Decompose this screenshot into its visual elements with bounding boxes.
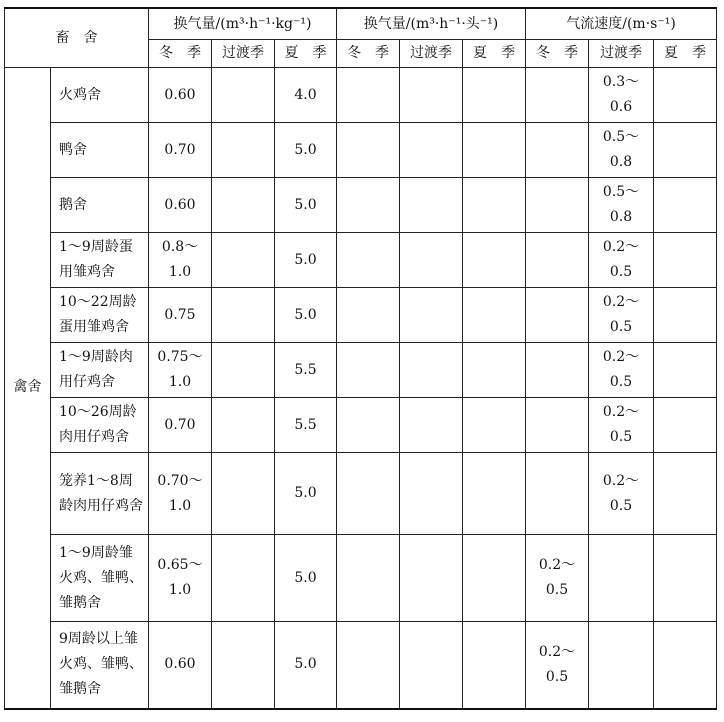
header-group-kg: 换气量/(m³·h⁻¹·kg⁻¹) [149,8,337,40]
cell-head-winter [337,178,400,233]
cell-kg-summer: 5.5 [275,398,337,453]
cell-head-summer [463,535,526,622]
header-kg-transition: 过渡季 [212,40,275,68]
table-row [5,453,717,535]
cell-speed-winter [526,398,589,453]
row-name: 1～9周龄蛋用雏鸡舍 [51,233,149,288]
cell-head-winter [337,398,400,453]
group-label: 禽舍 [5,68,51,709]
cell-head-transition [400,233,463,288]
table-row [5,178,717,233]
cell-speed-winter: 0.2～0.5 [526,622,589,709]
cell-head-summer [463,622,526,709]
cell-head-transition [400,343,463,398]
row-name: 9周龄以上雏火鸡、雏鸭、雏鹅舍 [51,622,149,709]
cell-kg-summer: 5.0 [275,453,337,535]
cell-speed-winter [526,288,589,343]
cell-head-winter [337,622,400,709]
cell-head-transition [400,398,463,453]
cell-speed-transition: 0.2～0.5 [589,453,654,535]
cell-kg-winter: 0.70～1.0 [149,453,212,535]
cell-head-summer [463,343,526,398]
cell-kg-transition [212,233,275,288]
cell-head-summer [463,233,526,288]
cell-head-summer [463,288,526,343]
cell-speed-summer [654,622,717,709]
cell-kg-summer: 5.0 [275,123,337,178]
cell-kg-summer: 5.0 [275,535,337,622]
cell-speed-transition [589,535,654,622]
table-row [5,233,717,288]
cell-speed-summer [654,288,717,343]
row-name: 1～9周龄肉用仔鸡舍 [51,343,149,398]
cell-head-summer [463,123,526,178]
cell-kg-winter: 0.8～1.0 [149,233,212,288]
header-head-winter: 冬 季 [337,40,400,68]
cell-kg-winter: 0.65～1.0 [149,535,212,622]
cell-speed-transition: 0.2～0.5 [589,233,654,288]
cell-kg-transition [212,123,275,178]
row-name: 鹅舍 [51,178,149,233]
cell-head-winter [337,288,400,343]
cell-speed-winter [526,123,589,178]
cell-head-winter [337,68,400,123]
row-name: 1～9周龄雏火鸡、雏鸭、雏鹅舍 [51,535,149,622]
cell-speed-winter [526,68,589,123]
cell-speed-transition: 0.2～0.5 [589,398,654,453]
cell-kg-summer: 5.0 [275,288,337,343]
cell-kg-summer: 5.0 [275,233,337,288]
cell-speed-summer [654,123,717,178]
cell-speed-transition: 0.2～0.5 [589,343,654,398]
cell-head-summer [463,453,526,535]
cell-kg-transition [212,535,275,622]
cell-speed-transition: 0.3～0.6 [589,68,654,123]
cell-kg-transition [212,343,275,398]
table-row [5,622,717,709]
cell-head-winter [337,343,400,398]
table-container [4,7,716,710]
cell-kg-transition [212,453,275,535]
cell-head-winter [337,123,400,178]
cell-speed-summer [654,233,717,288]
table-body [5,68,717,709]
cell-head-winter [337,453,400,535]
cell-speed-summer [654,178,717,233]
cell-kg-winter: 0.75 [149,288,212,343]
cell-speed-winter: 0.2～0.5 [526,535,589,622]
cell-head-summer [463,68,526,123]
row-name: 火鸡舍 [51,68,149,123]
cell-kg-summer: 4.0 [275,68,337,123]
table-row [5,398,717,453]
header-speed-summer: 夏 季 [654,40,717,68]
cell-kg-winter: 0.70 [149,123,212,178]
cell-kg-summer: 5.0 [275,622,337,709]
cell-kg-transition [212,398,275,453]
cell-head-transition [400,288,463,343]
table-row [5,123,717,178]
cell-kg-transition [212,68,275,123]
cell-speed-transition: 0.5～0.8 [589,123,654,178]
header-head-summer: 夏 季 [463,40,526,68]
header-kg-summer: 夏 季 [275,40,337,68]
header-kg-winter: 冬 季 [149,40,212,68]
cell-speed-winter [526,343,589,398]
header-head-transition: 过渡季 [400,40,463,68]
cell-head-summer [463,178,526,233]
table-row [5,535,717,622]
header-category: 畜 舍 [5,8,149,68]
cell-head-transition [400,123,463,178]
cell-speed-summer [654,68,717,123]
cell-head-transition [400,535,463,622]
cell-kg-transition [212,288,275,343]
cell-head-summer [463,398,526,453]
header-group-speed: 气流速度/(m·s⁻¹) [526,8,717,40]
header-speed-transition: 过渡季 [589,40,654,68]
table-row [5,288,717,343]
cell-head-transition [400,178,463,233]
row-name: 笼养1～8周龄肉用仔鸡舍 [51,453,149,535]
cell-speed-winter [526,453,589,535]
row-name: 10～22周龄蛋用雏鸡舍 [51,288,149,343]
cell-speed-transition: 0.5～0.8 [589,178,654,233]
cell-speed-transition [589,622,654,709]
table-row [5,343,717,398]
header-group-head: 换气量/(m³·h⁻¹·头⁻¹) [337,8,526,40]
row-name: 鸭舍 [51,123,149,178]
table-row [5,68,717,123]
row-name: 10～26周龄肉用仔鸡舍 [51,398,149,453]
cell-head-transition [400,453,463,535]
cell-speed-summer [654,453,717,535]
cell-kg-summer: 5.0 [275,178,337,233]
cell-kg-winter: 0.70 [149,398,212,453]
cell-kg-winter: 0.60 [149,68,212,123]
cell-speed-winter [526,178,589,233]
cell-speed-summer [654,343,717,398]
cell-head-transition [400,68,463,123]
cell-kg-winter: 0.60 [149,622,212,709]
cell-kg-transition [212,178,275,233]
header-speed-winter: 冬 季 [526,40,589,68]
ventilation-table [4,7,717,710]
cell-head-transition [400,622,463,709]
cell-speed-summer [654,535,717,622]
cell-kg-winter: 0.60 [149,178,212,233]
cell-kg-transition [212,622,275,709]
cell-head-winter [337,233,400,288]
cell-kg-summer: 5.5 [275,343,337,398]
cell-speed-winter [526,233,589,288]
cell-head-winter [337,535,400,622]
cell-kg-winter: 0.75～1.0 [149,343,212,398]
cell-speed-summer [654,398,717,453]
cell-speed-transition: 0.2～0.5 [589,288,654,343]
